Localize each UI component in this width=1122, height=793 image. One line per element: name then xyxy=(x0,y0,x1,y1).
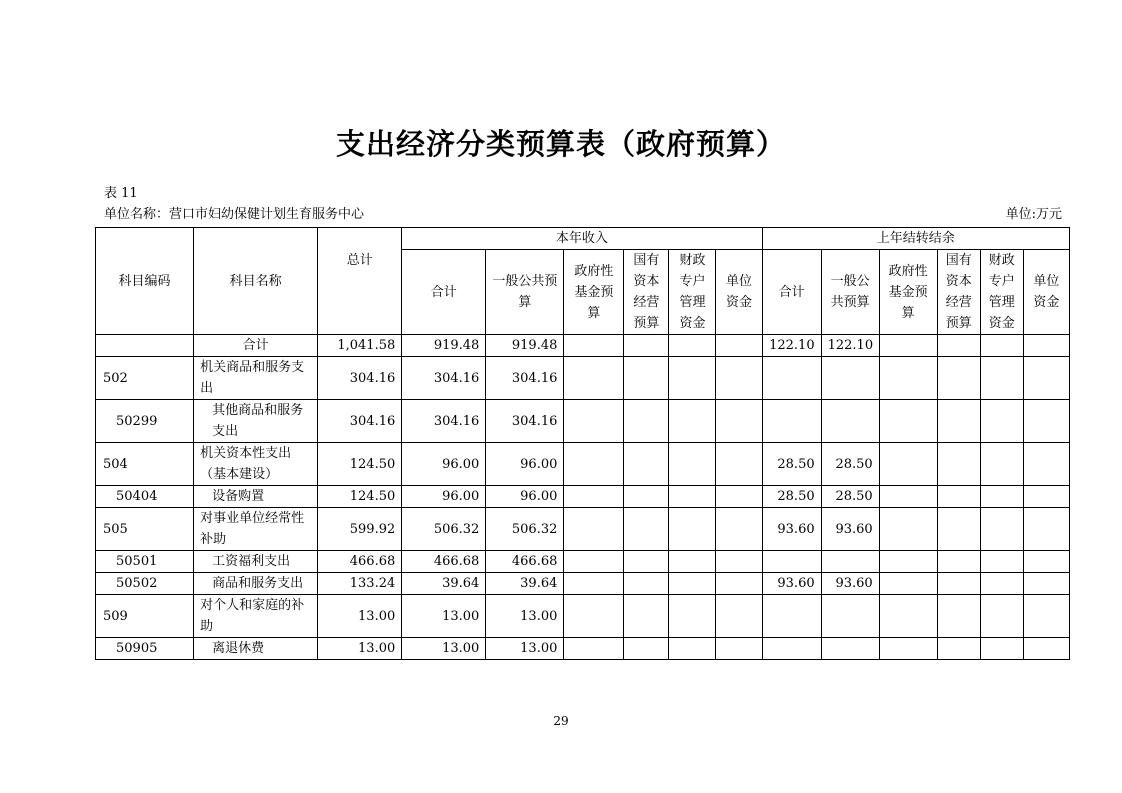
header-current-year: 本年收入 xyxy=(402,228,762,250)
cell-co-general xyxy=(821,551,879,573)
cell-cy-general: 466.68 xyxy=(486,551,564,573)
table-row xyxy=(96,638,1070,660)
cell-cy-state xyxy=(624,443,669,486)
cell-co-special xyxy=(980,638,1023,660)
cell-co-state xyxy=(937,573,980,595)
cell-code: 50299 xyxy=(96,400,194,443)
cell-co-general: 93.60 xyxy=(821,508,879,551)
cell-co-unit xyxy=(1023,335,1069,357)
cell-co-special xyxy=(980,508,1023,551)
cell-cy-state xyxy=(624,508,669,551)
cell-co-state xyxy=(937,551,980,573)
cell-code xyxy=(96,335,194,357)
cell-total: 1,041.58 xyxy=(318,335,402,357)
cell-code: 50502 xyxy=(96,573,194,595)
cell-co-general: 28.50 xyxy=(821,486,879,508)
header-cy-total: 合计 xyxy=(402,250,486,335)
cell-co-unit xyxy=(1023,357,1069,400)
header-co-general: 一般公共预算 xyxy=(821,250,879,335)
table-row xyxy=(96,551,1070,573)
cell-name: 机关资本性支出（基本建设） xyxy=(194,443,318,486)
header-co-state: 国有资本经营预算 xyxy=(937,250,980,335)
cell-name: 对个人和家庭的补助 xyxy=(194,595,318,638)
cell-co-general: 28.50 xyxy=(821,443,879,486)
cell-co-fund xyxy=(879,551,937,573)
header-co-total: 合计 xyxy=(762,250,821,335)
cell-cy-total: 919.48 xyxy=(402,335,486,357)
cell-cy-total: 96.00 xyxy=(402,486,486,508)
cell-total: 13.00 xyxy=(318,638,402,660)
cell-cy-general: 96.00 xyxy=(486,486,564,508)
cell-code: 504 xyxy=(96,443,194,486)
header-co-special: 财政专户管理资金 xyxy=(980,250,1023,335)
cell-co-special xyxy=(980,357,1023,400)
cell-cy-total: 13.00 xyxy=(402,595,486,638)
header-carryover: 上年结转结余 xyxy=(762,228,1069,250)
table-row xyxy=(96,573,1070,595)
cell-total: 124.50 xyxy=(318,443,402,486)
cell-code: 50905 xyxy=(96,638,194,660)
cell-co-state xyxy=(937,595,980,638)
cell-co-special xyxy=(980,335,1023,357)
header-code: 科目编码 xyxy=(96,228,194,335)
cell-cy-state xyxy=(624,357,669,400)
cell-co-general xyxy=(821,638,879,660)
cell-total: 13.00 xyxy=(318,595,402,638)
cell-code: 50404 xyxy=(96,486,194,508)
unit-name: 单位名称：营口市妇幼保健计划生育服务中心 xyxy=(104,207,365,222)
header-total: 总计 xyxy=(318,228,402,335)
cell-co-state xyxy=(937,443,980,486)
cell-co-unit xyxy=(1023,551,1069,573)
cell-cy-special xyxy=(669,638,716,660)
cell-cy-unit xyxy=(716,573,762,595)
cell-cy-state xyxy=(624,595,669,638)
cell-co-fund xyxy=(879,357,937,400)
cell-cy-general: 506.32 xyxy=(486,508,564,551)
page-number: 29 xyxy=(553,714,569,728)
cell-cy-unit xyxy=(716,335,762,357)
cell-total: 466.68 xyxy=(318,551,402,573)
table-row xyxy=(96,443,1070,486)
cell-cy-general: 919.48 xyxy=(486,335,564,357)
cell-co-total: 122.10 xyxy=(762,335,821,357)
header-cy-general: 一般公共预算 xyxy=(486,250,564,335)
cell-co-special xyxy=(980,551,1023,573)
cell-cy-special xyxy=(669,357,716,400)
cell-co-state xyxy=(937,335,980,357)
cell-cy-fund xyxy=(564,400,624,443)
cell-cy-total: 39.64 xyxy=(402,573,486,595)
cell-co-total: 93.60 xyxy=(762,508,821,551)
table-row xyxy=(96,595,1070,638)
cell-co-state xyxy=(937,357,980,400)
cell-total: 304.16 xyxy=(318,400,402,443)
cell-co-general: 122.10 xyxy=(821,335,879,357)
cell-co-fund xyxy=(879,335,937,357)
table-row xyxy=(96,357,1070,400)
cell-cy-fund xyxy=(564,486,624,508)
cell-co-total: 28.50 xyxy=(762,486,821,508)
cell-cy-state xyxy=(624,573,669,595)
cell-cy-total: 466.68 xyxy=(402,551,486,573)
cell-cy-general: 96.00 xyxy=(486,443,564,486)
cell-name: 合计 xyxy=(194,335,318,357)
header-co-fund: 政府性基金预算 xyxy=(879,250,937,335)
cell-name: 工资福利支出 xyxy=(194,551,318,573)
cell-co-special xyxy=(980,443,1023,486)
cell-cy-fund xyxy=(564,551,624,573)
cell-cy-special xyxy=(669,486,716,508)
cell-cy-special xyxy=(669,573,716,595)
cell-name: 离退休费 xyxy=(194,638,318,660)
cell-cy-general: 304.16 xyxy=(486,357,564,400)
cell-co-unit xyxy=(1023,573,1069,595)
cell-total: 304.16 xyxy=(318,357,402,400)
cell-cy-general: 39.64 xyxy=(486,573,564,595)
cell-co-fund xyxy=(879,573,937,595)
cell-co-special xyxy=(980,573,1023,595)
cell-co-general xyxy=(821,595,879,638)
cell-co-general xyxy=(821,357,879,400)
cell-cy-fund xyxy=(564,443,624,486)
cell-name: 设备购置 xyxy=(194,486,318,508)
table-row xyxy=(96,486,1070,508)
cell-co-total xyxy=(762,551,821,573)
cell-cy-unit xyxy=(716,638,762,660)
cell-cy-special xyxy=(669,335,716,357)
cell-total: 599.92 xyxy=(318,508,402,551)
cell-co-state xyxy=(937,638,980,660)
cell-total: 124.50 xyxy=(318,486,402,508)
cell-cy-unit xyxy=(716,443,762,486)
cell-name: 机关商品和服务支出 xyxy=(194,357,318,400)
cell-code: 509 xyxy=(96,595,194,638)
table-row xyxy=(96,400,1070,443)
table-row xyxy=(96,508,1070,551)
cell-cy-fund xyxy=(564,508,624,551)
header-cy-state: 国有资本经营预算 xyxy=(624,250,669,335)
cell-cy-state xyxy=(624,551,669,573)
cell-cy-total: 506.32 xyxy=(402,508,486,551)
cell-co-unit xyxy=(1023,400,1069,443)
cell-co-state xyxy=(937,400,980,443)
cell-co-state xyxy=(937,508,980,551)
cell-co-total xyxy=(762,638,821,660)
cell-total: 133.24 xyxy=(318,573,402,595)
header-co-unit: 单位资金 xyxy=(1023,250,1069,335)
cell-cy-total: 304.16 xyxy=(402,357,486,400)
cell-name: 其他商品和服务支出 xyxy=(194,400,318,443)
header-cy-unit: 单位资金 xyxy=(716,250,762,335)
cell-co-unit xyxy=(1023,508,1069,551)
cell-cy-state xyxy=(624,335,669,357)
table-number: 表 11 xyxy=(104,186,138,201)
cell-name: 对事业单位经常性补助 xyxy=(194,508,318,551)
cell-co-fund xyxy=(879,400,937,443)
cell-cy-special xyxy=(669,400,716,443)
cell-cy-unit xyxy=(716,400,762,443)
cell-cy-general: 13.00 xyxy=(486,595,564,638)
cell-co-unit xyxy=(1023,486,1069,508)
cell-co-general xyxy=(821,400,879,443)
cell-co-fund xyxy=(879,595,937,638)
cell-cy-unit xyxy=(716,508,762,551)
cell-cy-general: 13.00 xyxy=(486,638,564,660)
cell-co-unit xyxy=(1023,595,1069,638)
cell-cy-fund xyxy=(564,335,624,357)
cell-co-unit xyxy=(1023,443,1069,486)
cell-co-special xyxy=(980,486,1023,508)
cell-cy-special xyxy=(669,508,716,551)
cell-co-fund xyxy=(879,443,937,486)
currency-unit: 单位:万元 xyxy=(1005,207,1062,222)
cell-co-unit xyxy=(1023,638,1069,660)
cell-cy-state xyxy=(624,400,669,443)
cell-co-fund xyxy=(879,486,937,508)
header-cy-fund: 政府性基金预算 xyxy=(564,250,624,335)
cell-co-total: 93.60 xyxy=(762,573,821,595)
cell-cy-unit xyxy=(716,357,762,400)
header-name: 科目名称 xyxy=(194,228,318,335)
cell-code: 502 xyxy=(96,357,194,400)
cell-cy-unit xyxy=(716,486,762,508)
cell-co-general: 93.60 xyxy=(821,573,879,595)
cell-co-state xyxy=(937,486,980,508)
cell-co-fund xyxy=(879,638,937,660)
cell-cy-state xyxy=(624,486,669,508)
cell-co-special xyxy=(980,595,1023,638)
cell-cy-special xyxy=(669,443,716,486)
cell-co-total: 28.50 xyxy=(762,443,821,486)
cell-co-fund xyxy=(879,508,937,551)
cell-co-special xyxy=(980,400,1023,443)
cell-cy-total: 96.00 xyxy=(402,443,486,486)
cell-cy-total: 304.16 xyxy=(402,400,486,443)
cell-co-total xyxy=(762,357,821,400)
cell-cy-state xyxy=(624,638,669,660)
cell-cy-special xyxy=(669,551,716,573)
table-row-total xyxy=(96,335,1070,357)
cell-co-total xyxy=(762,400,821,443)
cell-cy-unit xyxy=(716,551,762,573)
cell-cy-total: 13.00 xyxy=(402,638,486,660)
header-cy-special: 财政专户管理资金 xyxy=(669,250,716,335)
cell-code: 505 xyxy=(96,508,194,551)
cell-code: 50501 xyxy=(96,551,194,573)
budget-table xyxy=(95,227,1070,660)
cell-name: 商品和服务支出 xyxy=(194,573,318,595)
cell-cy-unit xyxy=(716,595,762,638)
cell-cy-fund xyxy=(564,357,624,400)
cell-cy-general: 304.16 xyxy=(486,400,564,443)
cell-cy-fund xyxy=(564,638,624,660)
page-title: 支出经济分类预算表（政府预算） xyxy=(335,127,786,161)
cell-cy-fund xyxy=(564,573,624,595)
cell-cy-fund xyxy=(564,595,624,638)
cell-co-total xyxy=(762,595,821,638)
cell-cy-special xyxy=(669,595,716,638)
